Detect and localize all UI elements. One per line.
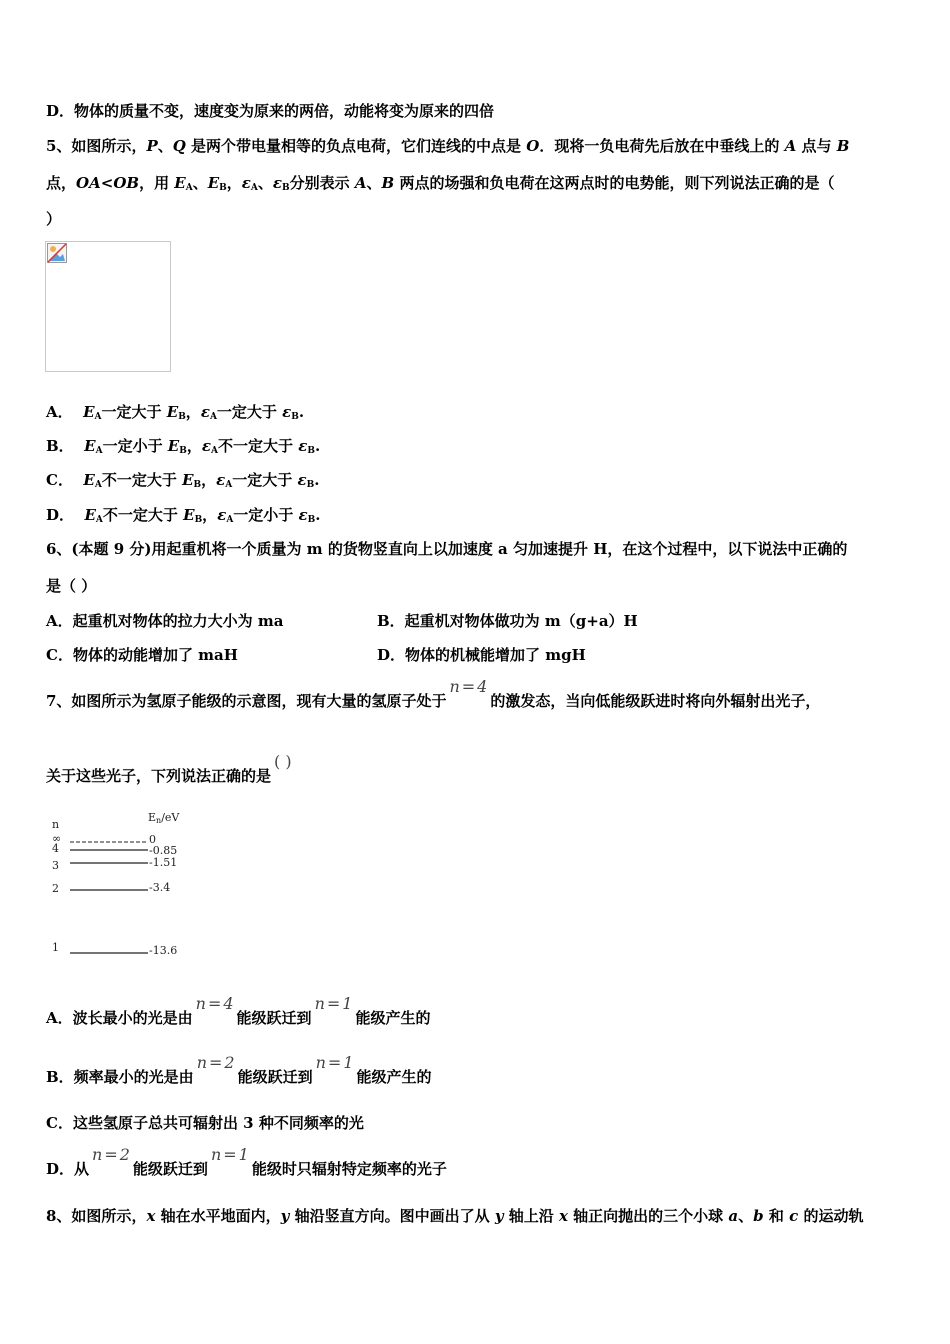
- q6-stem-line2: 是（ ）: [46, 577, 97, 595]
- math-n-eq-4: n = 4: [449, 677, 488, 696]
- level-n-4: 4: [52, 842, 59, 855]
- q7-stem-line2: 关于这些光子，下列说法正确的是( ): [46, 752, 292, 785]
- math-n-eq-2: n = 2: [196, 1053, 235, 1072]
- q7-option-c: C．这些氢原子总共可辐射出 3 种不同频率的光: [46, 1114, 364, 1132]
- q6-option-a: A．起重机对物体的拉力大小为 ma: [46, 612, 284, 630]
- q7-option-d: D．从n = 2能级跃迁到n = 1能级时只辐射特定频率的光子: [46, 1145, 447, 1178]
- q5-option-a: A． $E_A$一定大于 $E_B$，$\varepsilon_A$一定大于 $\varepsilon_B$.: [46, 403, 305, 422]
- math-n-eq-2: n = 2: [92, 1145, 130, 1164]
- diagram-n-label: n: [52, 818, 60, 831]
- level-n-3: 3: [52, 859, 59, 872]
- q6-option-c: C．物体的动能增加了 maH: [46, 646, 238, 664]
- q6-option-b: B．起重机对物体做功为 m（g+a）H: [377, 612, 638, 630]
- math-n-eq-1: n = 1: [315, 1053, 354, 1072]
- q5-stem-line1: 5、如图所示，P、Q 是两个带电量相等的负点电荷，它们连线的中点是 O．现将一负电荷先后放在中垂线上的 A 点与 B: [46, 137, 850, 155]
- q7-stem-line1: 7、如图所示为氢原子能级的示意图，现有大量的氢原子处于n = 4的激发态，当向低能级跃进时将向外辐射出光子，: [46, 677, 821, 710]
- math-n-eq-4: n = 4: [195, 994, 234, 1013]
- answer-paren: ( ): [274, 752, 292, 771]
- math-n-eq-1: n = 1: [314, 994, 353, 1013]
- level-e-1: -13.6: [149, 944, 178, 957]
- q5-stem-line2: 点，OA<OB，用 $E_A$、$E_B$，$\varepsilon_A$、$\varepsilon_B$分别表示 A、B 两点的场强和负电荷在这两点时的电势能，则下列说法正确的是（: [46, 174, 835, 193]
- math-n-eq-1: n = 1: [210, 1145, 249, 1164]
- level-e-4: -0.85: [149, 844, 178, 857]
- q7-option-a: A．波长最小的光是由n = 4能级跃迁到n = 1能级产生的: [46, 994, 431, 1027]
- q4-option-d: D．物体的质量不变，速度变为原来的两倍，动能将变为原来的四倍: [46, 102, 495, 120]
- level-n-2: 2: [52, 882, 59, 895]
- q5-stem-line3: ）: [46, 210, 62, 228]
- level-e-inf: 0: [149, 833, 156, 846]
- q5-option-b: B． $E_A$一定小于 $E_B$，$\varepsilon_A$不一定大于 $\varepsilon_B$.: [46, 437, 321, 456]
- level-e-2: -3.4: [149, 881, 171, 894]
- level-n-inf: ∞: [52, 832, 62, 845]
- broken-image-icon: [47, 243, 67, 263]
- level-n-1: 1: [52, 941, 59, 954]
- q6-options-row2: [46, 645, 586, 665]
- q6-stem-line1: 6、(本题 9 分)用起重机将一个质量为 m 的货物竖直向上以加速度 a 匀加速提升 H，在这个过程中，以下说法中正确的: [46, 540, 848, 558]
- q8-stem-line1: 8、如图所示，x 轴在水平地面内，y 轴沿竖直方向。图中画出了从 y 轴上沿 x 轴正向抛出的三个小球 a、b 和 c 的运动轨: [46, 1207, 864, 1225]
- q5-option-c: C． $E_A$不一定大于 $E_B$，$\varepsilon_A$一定大于 $\varepsilon_B$.: [46, 471, 320, 490]
- q5-option-d: D． $E_A$不一定大于 $E_B$，$\varepsilon_A$一定小于 $\varepsilon_B$.: [46, 506, 321, 525]
- q7-option-b: B．频率最小的光是由n = 2能级跃迁到n = 1能级产生的: [46, 1053, 432, 1086]
- level-e-3: -1.51: [149, 856, 178, 869]
- q5-figure-placeholder: [45, 241, 171, 372]
- diagram-energy-label: En/eV: [148, 811, 180, 825]
- q6-option-d: D．物体的机械能增加了 mgH: [377, 646, 586, 664]
- q6-options-row1: [46, 611, 638, 631]
- hydrogen-energy-level-diagram: [48, 808, 198, 968]
